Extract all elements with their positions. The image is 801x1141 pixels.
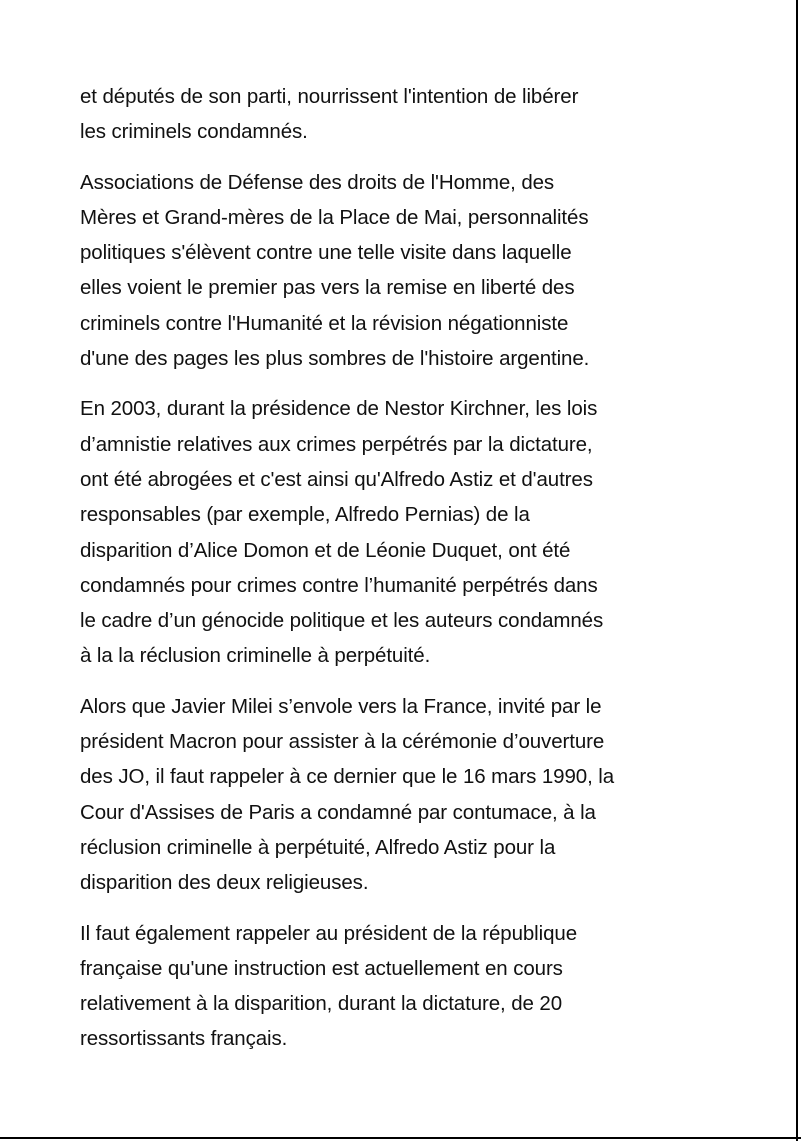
text-line: réclusion criminelle à perpétuité, Alfredo Astiz pour la (80, 835, 556, 859)
text-line: Alors que Javier Milei s’envole vers la France, invité par le (80, 694, 602, 718)
text-line: des JO, il faut rappeler à ce dernier que le 16 mars 1990, la (80, 765, 615, 789)
text-line: française qu'une instruction est actuellement en cours (80, 956, 563, 980)
article-body (80, 79, 730, 1072)
page-edge-bottom (0, 1137, 801, 1139)
text-line: relativement à la disparition, durant la dictature, de 20 (80, 992, 563, 1016)
text-line: d’amnistie relatives aux crimes perpétrés par la dictature, (80, 432, 593, 456)
text-line: disparition des deux religieuses. (80, 871, 369, 895)
text-line: Associations de Défense des droits de l'Homme, des (80, 170, 555, 194)
text-line: d'une des pages les plus sombres de l'histoire argentine. (80, 347, 590, 371)
paragraph-3 (80, 391, 730, 673)
text-line: le cadre d’un génocide politique et les auteurs condamnés (80, 609, 604, 633)
text-line: Mères et Grand-mères de la Place de Mai, personnalités (80, 205, 589, 229)
text-line: criminels contre l'Humanité et la révision négationniste (80, 311, 569, 335)
text-line: ont été abrogées et c'est ainsi qu'Alfredo Astiz et d'autres (80, 467, 593, 491)
text-line: ressortissants français. (80, 1027, 288, 1051)
text-line: à la la réclusion criminelle à perpétuité. (80, 644, 431, 668)
paragraph-4 (80, 689, 730, 901)
paragraph-1 (80, 79, 730, 150)
text-line: Il faut également rappeler au président de la république (80, 921, 577, 945)
text-line: politiques s'élèvent contre une telle visite dans laquelle (80, 241, 572, 265)
paragraph-5 (80, 916, 730, 1057)
paragraph-2 (80, 165, 730, 377)
text-line: condamnés pour crimes contre l’humanité perpétrés dans (80, 573, 598, 597)
text-line: responsables (par exemple, Alfredo Pernias) de la (80, 503, 530, 527)
text-line: disparition d’Alice Domon et de Léonie Duquet, ont été (80, 538, 571, 562)
text-line: et députés de son parti, nourrissent l'intention de libérer (80, 85, 579, 108)
text-line: En 2003, durant la présidence de Nestor Kirchner, les lois (80, 397, 598, 421)
text-line: elles voient le premier pas vers la remise en liberté des (80, 276, 575, 300)
text-line: président Macron pour assister à la cérémonie d’ouverture (80, 730, 605, 754)
text-line: Cour d'Assises de Paris a condamné par contumace, à la (80, 800, 596, 824)
text-line: les criminels condamnés. (80, 120, 308, 144)
page-edge-right (796, 0, 798, 1141)
